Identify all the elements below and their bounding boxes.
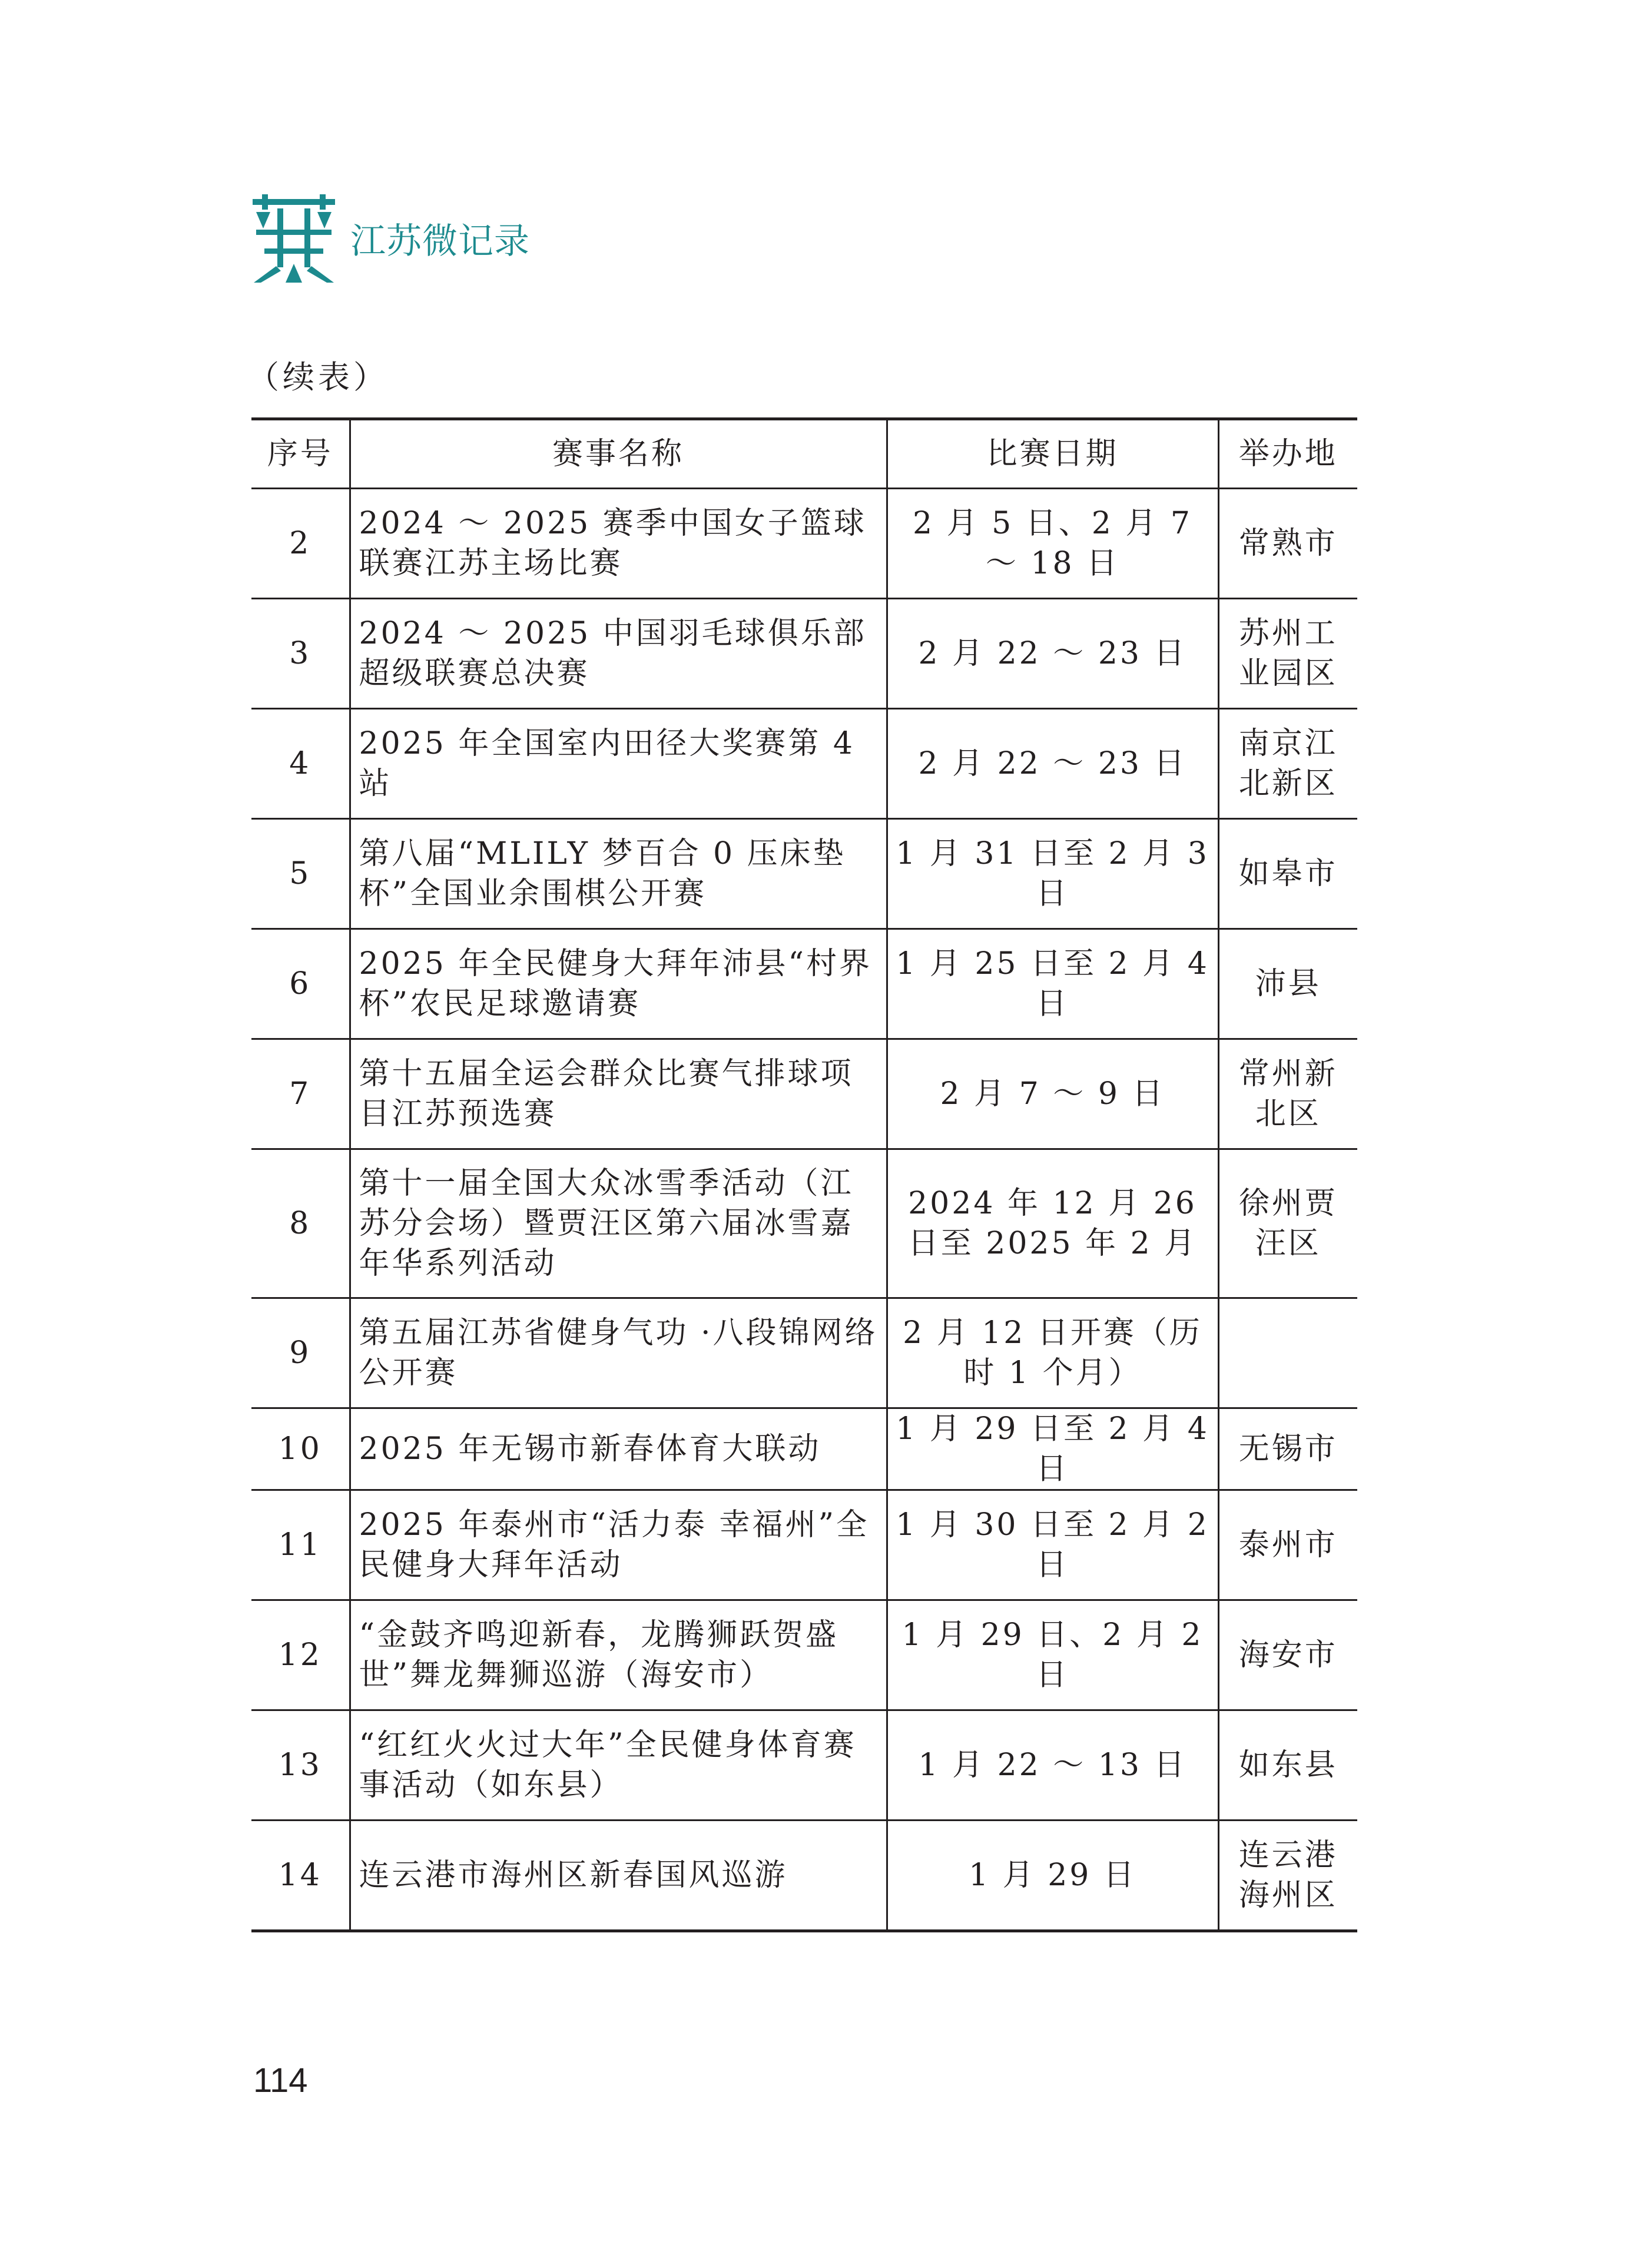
row-number: 12 bbox=[251, 1600, 350, 1710]
row-number: 5 bbox=[251, 819, 350, 929]
table-row bbox=[251, 1298, 1357, 1408]
event-date: 1 月 29 日 bbox=[887, 1821, 1218, 1931]
event-date: 1 月 22 ～ 13 日 bbox=[887, 1710, 1218, 1821]
table-row bbox=[251, 1490, 1357, 1600]
event-name: 第八届“MLILY 梦百合 0 压床垫杯”全国业余围棋公开赛 bbox=[350, 819, 887, 929]
continued-label: （续表） bbox=[247, 359, 389, 396]
event-name: 2025 年全国室内田径大奖赛第 4 站 bbox=[350, 709, 887, 819]
event-date: 2 月 12 日开赛（历时 1 个月） bbox=[887, 1298, 1218, 1408]
event-name: 2025 年无锡市新春体育大联动 bbox=[350, 1408, 887, 1490]
table-row bbox=[251, 1408, 1357, 1490]
event-host: 徐州贾汪区 bbox=[1218, 1149, 1357, 1298]
event-date: 1 月 29 日至 2 月 4 日 bbox=[887, 1408, 1218, 1490]
event-date: 2 月 5 日、2 月 7 ～ 18 日 bbox=[887, 489, 1218, 599]
table-row bbox=[251, 1821, 1357, 1931]
table-row bbox=[251, 599, 1357, 709]
table-row bbox=[251, 489, 1357, 599]
row-number: 6 bbox=[251, 929, 350, 1039]
event-date: 1 月 30 日至 2 月 2 日 bbox=[887, 1490, 1218, 1600]
event-name: “金鼓齐鸣迎新春，龙腾狮跃贺盛世”舞龙舞狮巡游（海安市） bbox=[350, 1600, 887, 1710]
event-date: 1 月 29 日、2 月 2 日 bbox=[887, 1600, 1218, 1710]
event-name: 第十一届全国大众冰雪季活动（江苏分会场）暨贾汪区第六届冰雪嘉年华系列活动 bbox=[350, 1149, 887, 1298]
event-host: 如皋市 bbox=[1218, 819, 1357, 929]
event-name: 第十五届全运会群众比赛气排球项目江苏预选赛 bbox=[350, 1039, 887, 1149]
column-header-number: 序号 bbox=[267, 436, 333, 472]
table-header-row bbox=[251, 419, 1357, 489]
table-row bbox=[251, 1600, 1357, 1710]
event-host: 南京江北新区 bbox=[1218, 709, 1357, 819]
event-host: 无锡市 bbox=[1218, 1408, 1357, 1490]
event-host: 常熟市 bbox=[1218, 489, 1357, 599]
table-row bbox=[251, 819, 1357, 929]
event-name: 2025 年全民健身大拜年沛县“村界杯”农民足球邀请赛 bbox=[350, 929, 887, 1039]
table-row bbox=[251, 709, 1357, 819]
page-header bbox=[250, 191, 530, 286]
event-host: 海安市 bbox=[1218, 1600, 1357, 1710]
row-number: 11 bbox=[251, 1490, 350, 1600]
event-host: 沛县 bbox=[1218, 929, 1357, 1039]
event-name: 2024 ～ 2025 赛季中国女子篮球联赛江苏主场比赛 bbox=[350, 489, 887, 599]
row-number: 14 bbox=[251, 1821, 350, 1931]
event-name: “红红火火过大年”全民健身体育赛事活动（如东县） bbox=[350, 1710, 887, 1821]
table-row bbox=[251, 1039, 1357, 1149]
event-date: 1 月 31 日至 2 月 3 日 bbox=[887, 819, 1218, 929]
table-row bbox=[251, 1149, 1357, 1298]
event-date: 2 月 22 ～ 23 日 bbox=[887, 599, 1218, 709]
column-header-date: 比赛日期 bbox=[887, 419, 1218, 489]
row-number: 13 bbox=[251, 1710, 350, 1821]
row-number: 9 bbox=[251, 1298, 350, 1408]
event-name: 2024 ～ 2025 中国羽毛球俱乐部超级联赛总决赛 bbox=[350, 599, 887, 709]
event-date: 2 月 7 ～ 9 日 bbox=[887, 1039, 1218, 1149]
column-header-event-name: 赛事名称 bbox=[350, 419, 887, 489]
event-host: 连云港海州区 bbox=[1218, 1821, 1357, 1931]
row-number: 2 bbox=[251, 489, 350, 599]
row-number: 3 bbox=[251, 599, 350, 709]
event-name: 连云港市海州区新春国风巡游 bbox=[350, 1821, 887, 1931]
event-host bbox=[1218, 1298, 1357, 1408]
event-name: 2025 年泰州市“活力泰 幸福州”全民健身大拜年活动 bbox=[350, 1490, 887, 1600]
column-header-host: 举办地 bbox=[1218, 419, 1357, 489]
jiangsu-logo-icon bbox=[250, 194, 337, 283]
page-number: 114 bbox=[253, 2061, 308, 2100]
events-table bbox=[251, 417, 1357, 1932]
row-number: 4 bbox=[251, 709, 350, 819]
row-number: 7 bbox=[251, 1039, 350, 1149]
event-date: 2 月 22 ～ 23 日 bbox=[887, 709, 1218, 819]
header-title: 江苏微记录 bbox=[350, 221, 530, 262]
event-date: 2024 年 12 月 26 日至 2025 年 2 月 bbox=[887, 1149, 1218, 1298]
event-host: 泰州市 bbox=[1218, 1490, 1357, 1600]
table-row bbox=[251, 929, 1357, 1039]
event-date: 1 月 25 日至 2 月 4 日 bbox=[887, 929, 1218, 1039]
row-number: 8 bbox=[251, 1149, 350, 1298]
table-row bbox=[251, 1710, 1357, 1821]
event-host: 常州新北区 bbox=[1218, 1039, 1357, 1149]
event-host: 苏州工业园区 bbox=[1218, 599, 1357, 709]
event-host: 如东县 bbox=[1218, 1710, 1357, 1821]
row-number: 10 bbox=[251, 1408, 350, 1490]
event-name: 第五届江苏省健身气功 ·八段锦网络公开赛 bbox=[350, 1298, 887, 1408]
